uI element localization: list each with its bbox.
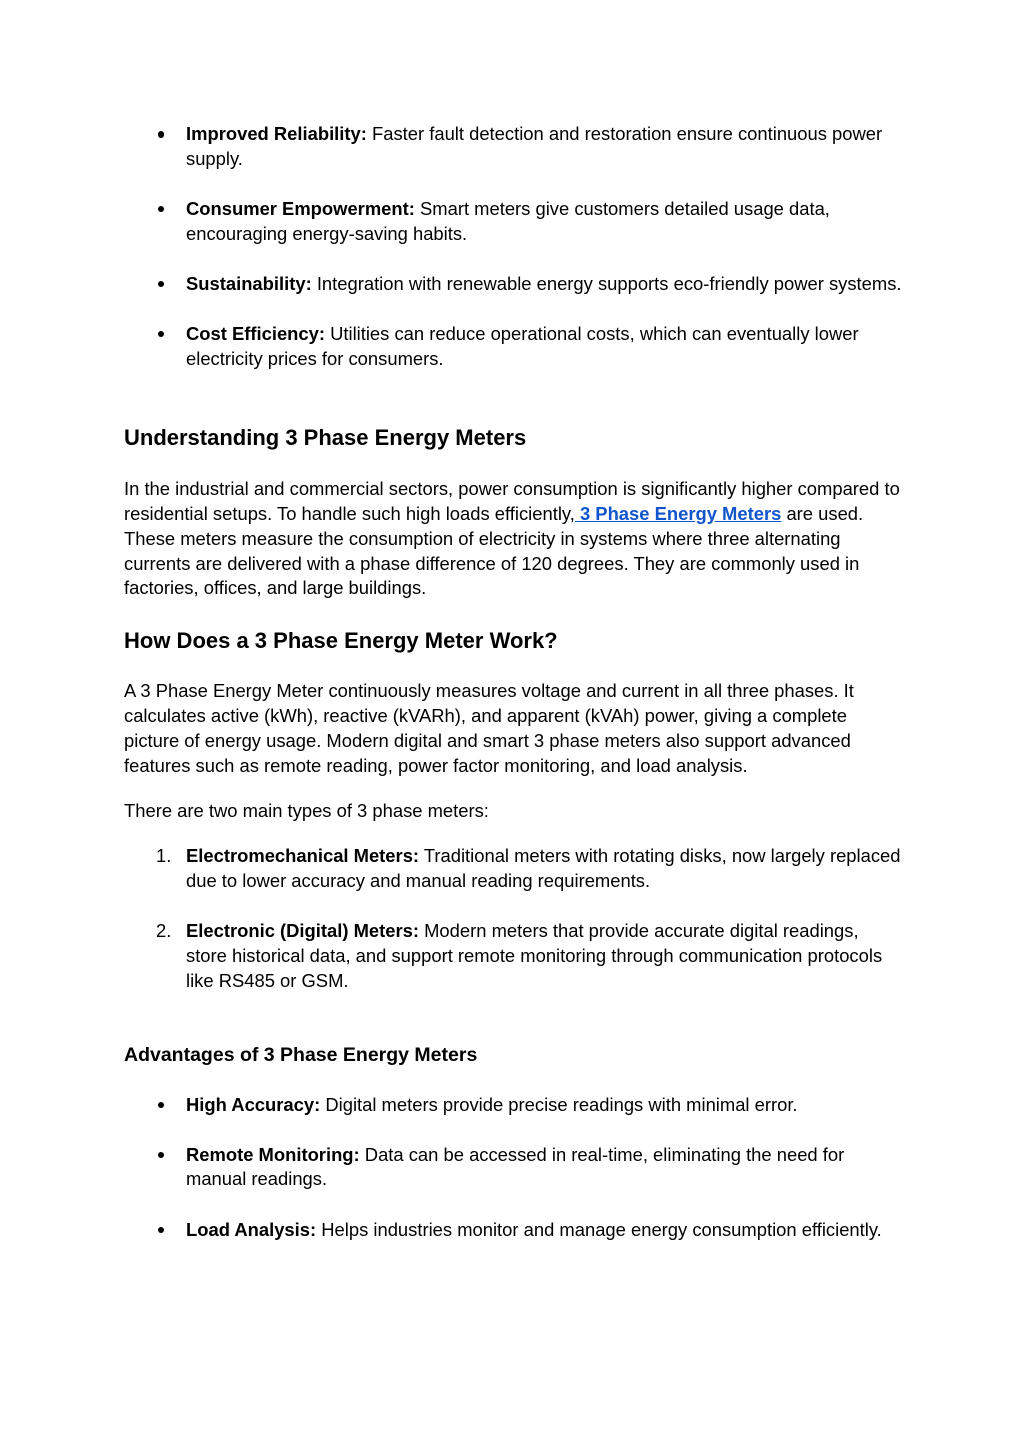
list-item-electromechanical-meters	[124, 844, 903, 894]
list-item-text: Helps industries monitor and manage energy consumption efficiently.	[316, 1218, 882, 1240]
list-item-lead: Electronic (Digital) Meters:	[186, 920, 419, 942]
how-it-works-paragraph: A 3 Phase Energy Meter continuously measures voltage and current in all three phases. It calculates active (kWh), reactive (kVARh), and apparent (kVAh) power, giving a complete picture of energy usage. Modern digital and smart 3 phase meters also support advanced features such as remote reading, power factor monitoring, and load analysis.	[124, 680, 854, 776]
bullet-icon	[158, 1227, 165, 1234]
bullet-icon	[158, 206, 165, 213]
understanding-paragraph	[124, 477, 903, 601]
list-item-lead: Remote Monitoring:	[186, 1143, 360, 1165]
list-item-load-analysis	[124, 1218, 903, 1243]
list-item-sustainability	[124, 272, 903, 297]
list-item-text: Utilities can reduce operational costs, which can eventually lower electricity prices for consumers.	[186, 322, 859, 369]
list-item-lead: Improved Reliability:	[186, 123, 367, 144]
list-item-text: Smart meters give customers detailed usage data, encouraging energy-saving habits.	[186, 197, 830, 244]
list-item-cost-efficiency	[124, 322, 903, 372]
list-item-remote-monitoring	[124, 1143, 903, 1193]
bullet-icon	[158, 281, 165, 288]
section-heading-understanding: Understanding 3 Phase Energy Meters	[124, 424, 527, 450]
list-item-improved-reliability	[124, 122, 903, 172]
list-item-text: Integration with renewable energy supports eco-friendly power systems.	[311, 272, 902, 294]
list-number: 2.	[156, 920, 172, 942]
list-item-consumer-empowerment	[124, 197, 903, 247]
list-item-lead: Sustainability:	[186, 272, 312, 294]
bullet-icon	[158, 131, 165, 138]
list-item-text: Traditional meters with rotating disks, now largely replaced due to lower accuracy and manual reading requirements.	[186, 845, 901, 892]
list-item-text: Digital meters provide precise readings with minimal error.	[320, 1093, 798, 1115]
section-heading-how-it-works: How Does a 3 Phase Energy Meter Work?	[124, 627, 558, 653]
paragraph-text-after-link: are used. These meters measure the consumption of electricity in systems where three alternating currents are delivered with a phase difference of 120 degrees. They are commonly used in factories, offices, and large buildings.	[124, 503, 864, 599]
list-item-text: Data can be accessed in real-time, eliminating the need for manual readings.	[186, 1143, 845, 1190]
list-item-lead: Electromechanical Meters:	[186, 845, 420, 867]
list-item-lead: High Accuracy:	[186, 1093, 321, 1115]
list-number: 1.	[156, 845, 172, 867]
list-item-lead: Load Analysis:	[186, 1218, 317, 1240]
meter-types-list	[124, 844, 903, 993]
list-item-electronic-digital-meters	[124, 919, 903, 993]
advantages-list	[124, 1093, 903, 1243]
paragraph-text-before-link: In the industrial and commercial sectors, power consumption is significantly higher compared to residential setups. To handle such high loads efficiently,	[124, 478, 900, 525]
list-item-high-accuracy	[124, 1093, 903, 1118]
list-item-text: Modern meters that provide accurate digital readings, store historical data, and support remote monitoring through communication protocols like RS485 or GSM.	[186, 920, 883, 991]
bullet-icon	[158, 1152, 165, 1159]
section-heading-advantages: Advantages of 3 Phase Energy Meters	[124, 1043, 478, 1066]
list-item-lead: Cost Efficiency:	[186, 322, 325, 344]
meter-types-intro: There are two main types of 3 phase meters:	[124, 800, 489, 822]
bullet-icon	[158, 331, 165, 338]
smart-meter-benefits-list	[124, 122, 903, 371]
list-item-lead: Consumer Empowerment:	[186, 197, 415, 219]
three-phase-energy-meters-link[interactable]: 3 Phase Energy Meters	[574, 503, 782, 525]
bullet-icon	[158, 1102, 165, 1109]
list-item-text: Faster fault detection and restoration ensure continuous power supply.	[186, 123, 883, 169]
